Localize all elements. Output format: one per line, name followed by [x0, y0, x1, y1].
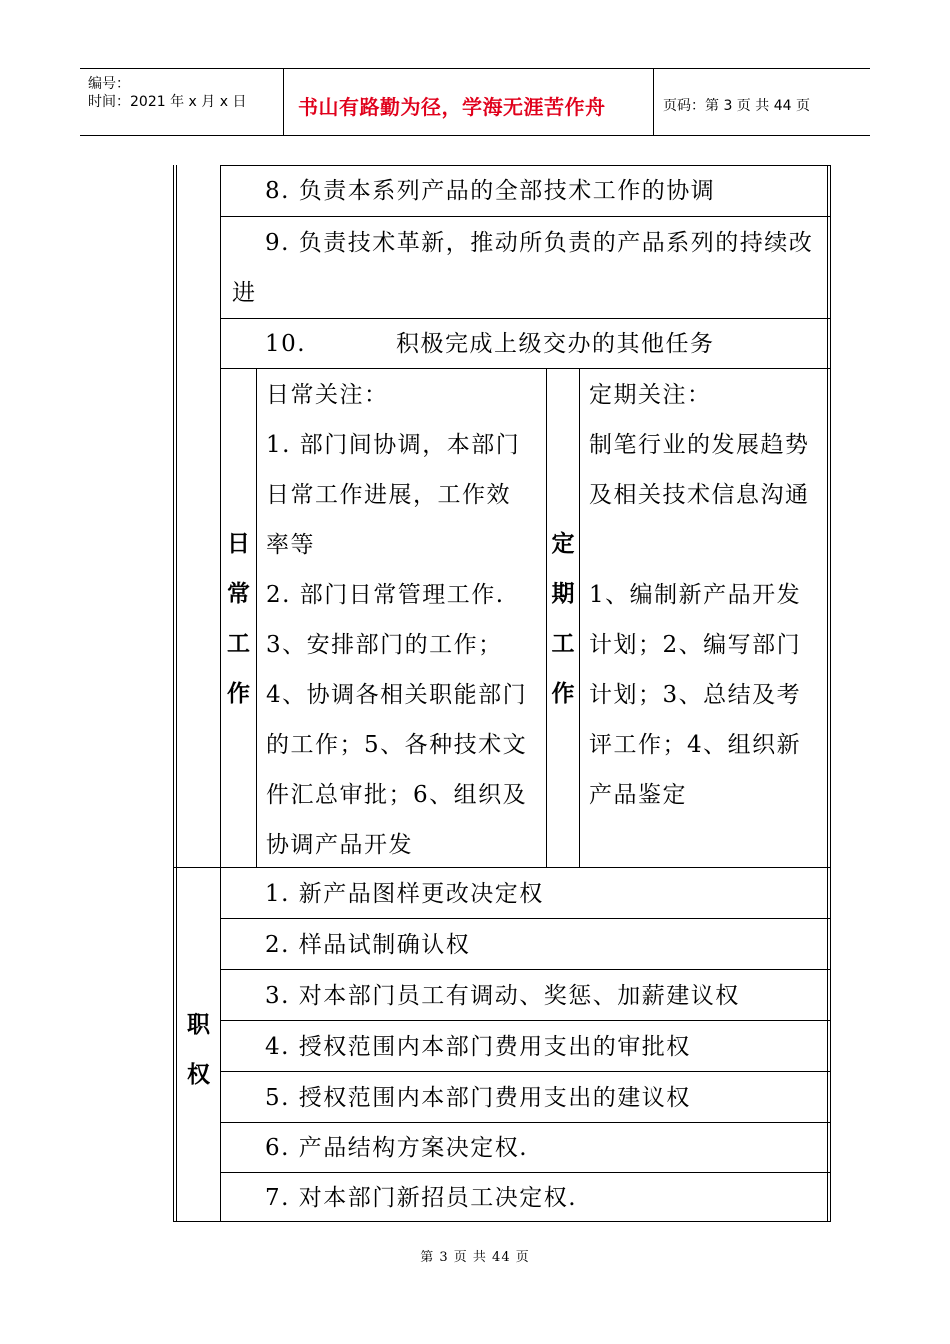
periodic-line: 及相关技术信息沟通 [589, 482, 810, 508]
daily-line: 的工作；5、各种技术文 [266, 732, 528, 758]
page-number-label: 页码：第 3 页 共 44 页 [663, 98, 810, 114]
daily-label-divider [256, 368, 257, 868]
authority-item: 4. 授权范围内本部门费用支出的审批权 [265, 1034, 691, 1060]
label-char: 工 [227, 631, 250, 657]
periodic-line: 产品鉴定 [589, 782, 687, 808]
daily-line: 2. 部门日常管理工作. [266, 582, 505, 608]
duty-item-number: 10. [265, 331, 307, 357]
header-divider [653, 68, 654, 136]
label-char: 定 [551, 531, 575, 557]
periodic-line: 评工作；4、组织新 [589, 732, 802, 758]
table-border-right [827, 165, 828, 1222]
periodic-label-divider [579, 368, 580, 868]
header-bottom-rule [80, 135, 870, 136]
label-char: 常 [227, 581, 250, 607]
label-char: 作 [227, 681, 250, 707]
page-footer: 第 3 页 共 44 页 [420, 1250, 530, 1265]
authority-item: 6. 产品结构方案决定权. [265, 1135, 529, 1161]
authority-item: 5. 授权范围内本部门费用支出的建议权 [265, 1085, 691, 1111]
periodic-line: 1、编制新产品开发 [589, 582, 802, 608]
duty-item: 积极完成上级交办的其他任务 [396, 331, 715, 357]
label-char: 作 [551, 681, 575, 707]
serial-label: 编号： [88, 76, 130, 92]
table-border-right [830, 165, 831, 1222]
table-border-left [173, 165, 174, 1222]
periodic-line: 制笔行业的发展趋势 [589, 432, 810, 458]
daily-line: 3、安排部门的工作； [266, 632, 503, 658]
daily-line: 日常工作进展，工作效 [266, 482, 511, 508]
periodic-line: 计划；2、编写部门 [589, 632, 802, 658]
label-char: 职 [187, 1012, 210, 1038]
header-top-rule [80, 68, 870, 69]
daily-line: 率等 [266, 532, 315, 558]
authority-item: 1. 新产品图样更改决定权 [265, 881, 544, 907]
date-label: 时间：2021 年 x 月 x 日 [88, 94, 247, 110]
label-char: 工 [551, 631, 575, 657]
authority-item: 2. 样品试制确认权 [265, 932, 471, 958]
motto: 书山有路勤为径，学海无涯苦作舟 [298, 95, 606, 119]
row-rule [220, 216, 831, 217]
label-char: 权 [187, 1062, 210, 1088]
header-divider [283, 68, 284, 136]
daily-line: 协调产品开发 [266, 832, 413, 858]
label-char: 期 [551, 581, 575, 607]
daily-line: 日常关注： [266, 382, 389, 408]
duty-item: 9. 负责技术革新，推动所负责的产品系列的持续改进 [232, 230, 814, 306]
daily-line: 4、协调各相关职能部门 [266, 682, 528, 708]
label-char: 日 [227, 531, 250, 557]
periodic-line: 定期关注： [589, 382, 712, 408]
periodic-line: 计划；3、总结及考 [589, 682, 802, 708]
authority-item: 3. 对本部门员工有调动、奖惩、加薪建议权 [265, 983, 740, 1009]
daily-line: 1. 部门间协调，本部门 [266, 432, 521, 458]
duty-item: 8. 负责本系列产品的全部技术工作的协调 [265, 178, 716, 204]
daily-line: 件汇总审批；6、组织及 [266, 782, 528, 808]
authority-item: 7. 对本部门新招员工决定权. [265, 1185, 578, 1211]
